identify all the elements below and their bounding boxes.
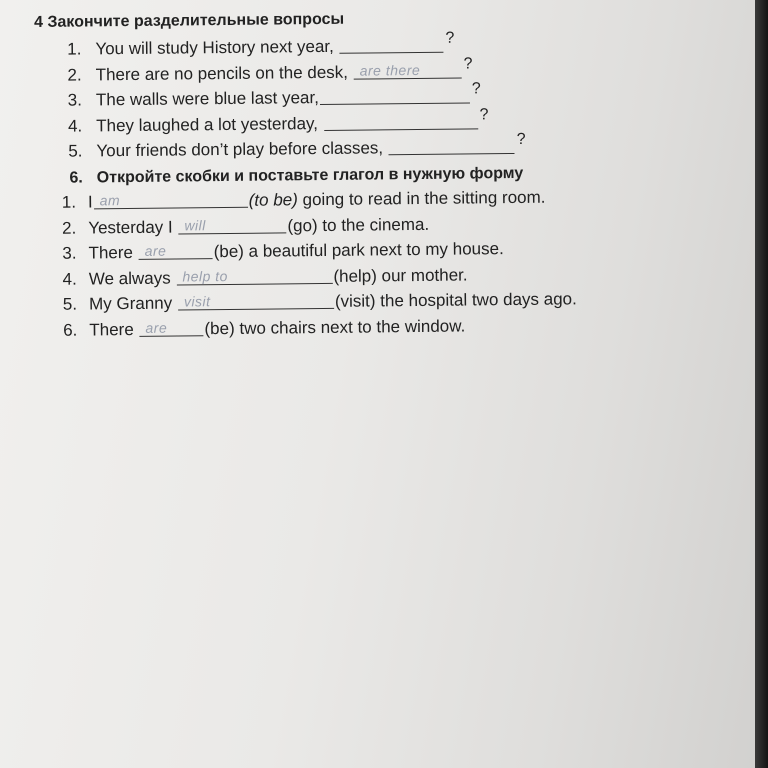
verb-item-2: 2. Yesterday I will (go) to the cinema. — [61, 214, 430, 238]
pencil-answer: visit — [183, 293, 211, 310]
verb-item-6: 6. There are (be) two chairs next to the window. — [63, 316, 466, 340]
pencil-answer: am — [99, 192, 121, 209]
tag-question-1: 1. You will study History next year, ? — [67, 29, 455, 59]
section-heading-2: 6. Откройте скобки и поставьте глагол в нужную форму — [69, 164, 524, 187]
verb-item-1: 1. I am (to be) going to read in the sitting room. — [61, 187, 546, 212]
answer-blank — [139, 319, 203, 337]
pencil-answer: help to — [182, 267, 229, 284]
tag-question-5: 5. Your friends don’t play before classes, ? — [68, 130, 526, 161]
pencil-answer: are — [144, 242, 167, 259]
verb-item-4: 4. We always help to (help) our mother. — [62, 264, 468, 289]
answer-blank — [324, 112, 478, 131]
answer-blank — [139, 242, 213, 260]
answer-blank — [94, 191, 248, 210]
section-heading: 4 Закончите разделительные вопросы — [34, 10, 345, 31]
answer-blank — [354, 61, 462, 79]
answer-blank — [339, 36, 443, 54]
pencil-answer: are there — [359, 61, 421, 79]
answer-blank — [178, 292, 334, 311]
answer-blank — [320, 86, 470, 105]
answer-blank — [389, 137, 515, 155]
verb-item-3: 3. There are (be) a beautiful park next to my house. — [62, 239, 504, 263]
tag-question-3: 3. The walls were blue last year, ? — [67, 80, 481, 110]
pencil-answer: are — [145, 319, 168, 336]
answer-blank — [176, 266, 332, 285]
photo-border — [755, 0, 768, 768]
pencil-answer: will — [184, 216, 206, 233]
verb-item-5: 5. My Granny visit (visit) the hospital two days ago. — [62, 289, 577, 314]
tag-question-4: 4. They laughed a lot yesterday, ? — [67, 105, 489, 136]
answer-blank — [178, 216, 286, 234]
worksheet — [34, 5, 737, 343]
tag-question-2: 2. There are no pencils on the desk, are there ? — [67, 54, 473, 85]
